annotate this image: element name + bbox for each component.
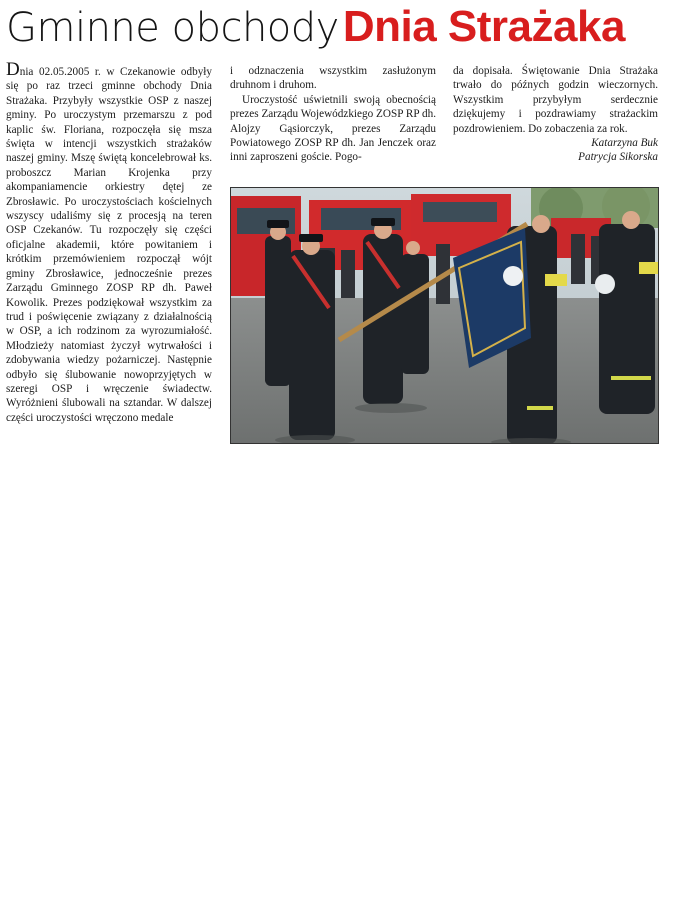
article-paragraph-3-continued: [453, 64, 658, 136]
headline-bold: Dnia Strażaka: [342, 2, 625, 51]
author-signature-1: Katarzyna Buk: [591, 137, 658, 150]
ceremony-photo: [230, 187, 659, 444]
author-signature-2: Patrycja Sikorska: [578, 151, 658, 164]
article-paragraph-3: [230, 93, 436, 165]
firefighters-banner-ceremony-illustration: [231, 188, 659, 444]
headline-light: Gminne obchody: [6, 5, 339, 51]
article-headline: [6, 2, 666, 60]
paragraph-3-text: Uroczystość uświetnili swoją obecnością prezes Zarządu Wojewódzkiego ZOSP RP dh. Alojzy Gąsiorczyk, prezes Zarządu Powiatowego ZOSP RP dh. Jan Jenczek oraz inni zaproszeni goście. Pogo-: [230, 93, 436, 164]
paragraph-3-text-continued: da dopisała. Świętowanie Dnia Strażaka trwało do późnych godzin wieczornych. Wszystkim przybyłym serdecznie dziękujemy i pozdrawiamy strażackim pozdrowieniem. Do zobaczenia za rok.: [453, 65, 658, 135]
paragraph-1-text: nia 02.05.2005 r. w Czekanowie odbyły się po raz trzeci gminne obchody Dnia Strażaka. Przybyły wszystkie OSP z naszej gminy. Po uroczystym przemarszu z pod kaplic św. Floriana, rozpoczęła się msza święta w intencji wszystkich strażaków naszej gminy. Mszę świętą koncelebrował ks. proboszcz Marian Krojenka przy akompaniamencie orkiestry dętej ze Zbrosławic. Po uroczystościach kościelnych wszyscy udaliśmy się z procesją na teren OSP Czekanów. Tu rozpoczęły się części oficjalne akademii, które powitaniem i krótkim przemówieniem rozpoczął wójt gminy Zbrosławice, jednocześnie prezes Zarządu Gminnego ZOSP RP dh. Paweł Kowolik. Prezes podziękował wszystkim za trud i poświęcenie związany z działalnością w OSP, a ich rodzinom za wyrozumiałość. Młodzieży natomiast życzył wytrwałości i zdobywania wiedzy pożarniczej. Następnie odbyło się ślubowanie nowoprzyjętych w szeregi OSP i wręczenie świadectw. Wyróżnieni ślubowali na sztandar. W dalszej części uroczystości wręczono medale: [6, 66, 212, 424]
article-paragraph-1-continued: [230, 64, 436, 93]
article-column-3: [453, 64, 658, 165]
paragraph-2-text: i odznaczenia wszystkim zasłużonym druhnom i druhom.: [230, 65, 436, 92]
article-paragraph-1: [6, 59, 212, 425]
article-column-1: [6, 59, 212, 425]
article-column-2: [230, 64, 436, 165]
drop-cap: D: [6, 59, 20, 80]
